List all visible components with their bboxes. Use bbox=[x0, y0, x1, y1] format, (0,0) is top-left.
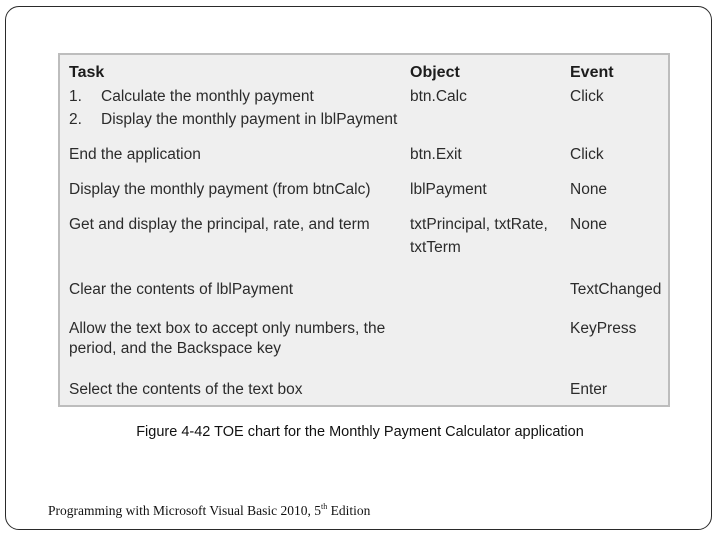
task-number: 1. bbox=[69, 88, 82, 105]
table-row-1-event: Click bbox=[570, 88, 604, 105]
table-row-4-object: lblPayment bbox=[410, 181, 487, 198]
table-row-8-task: Select the contents of the text box bbox=[69, 381, 303, 398]
footer-superscript: th bbox=[321, 502, 328, 511]
table-row-5-task: Get and display the principal, rate, and term bbox=[69, 216, 370, 233]
task-text: Display the monthly payment in lblPayment bbox=[101, 111, 398, 128]
table-row-4-task: Display the monthly payment (from btnCalc) bbox=[69, 181, 371, 198]
task-number: 2. bbox=[69, 111, 82, 128]
table-row-1-object: btn.Calc bbox=[410, 88, 467, 105]
toe-table bbox=[60, 55, 668, 405]
table-row-3-event: Click bbox=[570, 146, 604, 163]
table-row-5-event: None bbox=[570, 216, 608, 233]
table-row-1-task bbox=[69, 87, 314, 107]
table-row-8-event: Enter bbox=[570, 381, 608, 398]
footer-text bbox=[48, 502, 370, 519]
table-row-6-task: Clear the contents of lblPayment bbox=[69, 281, 294, 298]
header-task: Task bbox=[69, 64, 105, 81]
header-event: Event bbox=[570, 64, 614, 81]
table-row-3-task: End the application bbox=[69, 146, 201, 163]
footer-suffix: Edition bbox=[327, 503, 371, 518]
table-row-6-event: TextChanged bbox=[570, 281, 662, 298]
task-text: Calculate the monthly payment bbox=[101, 88, 314, 105]
figure-caption: Figure 4-42 TOE chart for the Monthly Payment Calculator application bbox=[136, 424, 584, 440]
table-row-5-object-line1: txtPrincipal, txtRate, bbox=[410, 216, 548, 233]
table-row-3-object: btn.Exit bbox=[410, 146, 462, 163]
toe-chart bbox=[58, 53, 670, 407]
table-row-7-event: KeyPress bbox=[570, 320, 637, 337]
header-object: Object bbox=[410, 64, 460, 81]
table-row-4-event: None bbox=[570, 181, 608, 198]
table-row-7-task-line1: Allow the text box to accept only numbers, the bbox=[69, 320, 386, 337]
table-row-2-task bbox=[69, 110, 397, 130]
footer-prefix: Programming with Microsoft Visual Basic 2010, 5 bbox=[48, 503, 322, 518]
table-row-5-object-line2: txtTerm bbox=[410, 239, 461, 256]
table-row-7-task-line2: period, and the Backspace key bbox=[69, 340, 281, 357]
